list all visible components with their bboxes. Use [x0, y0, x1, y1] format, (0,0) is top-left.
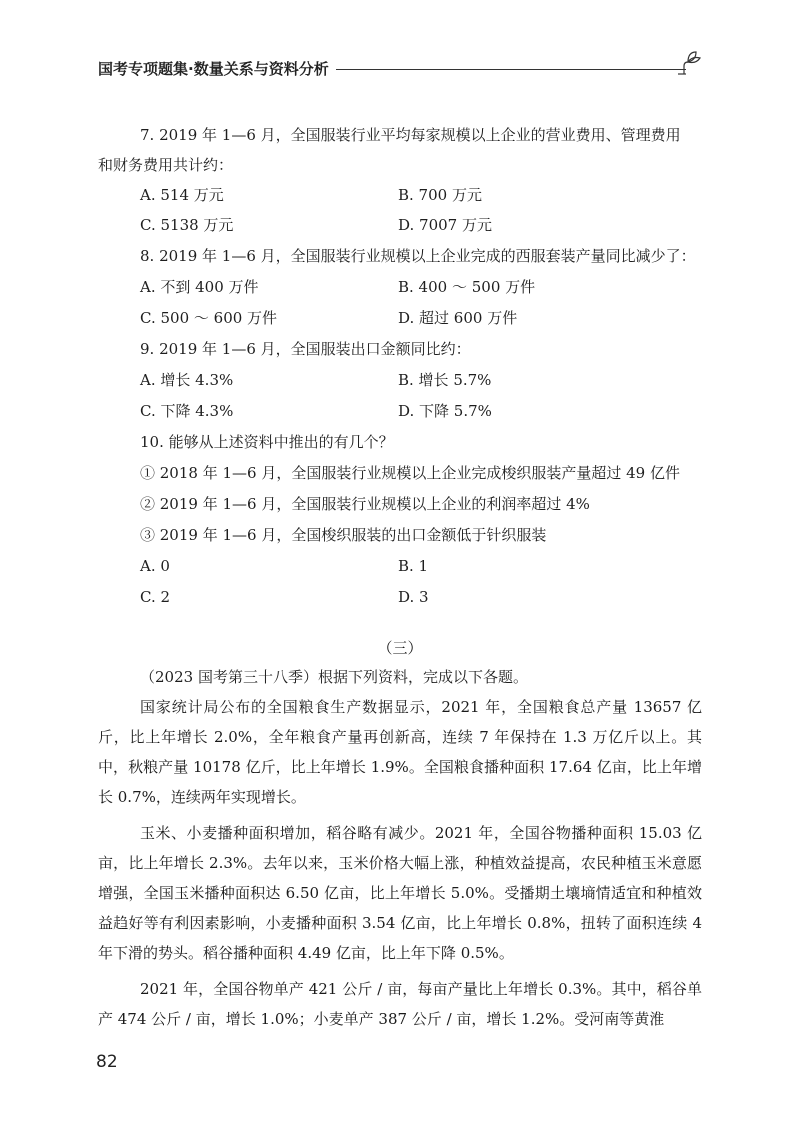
q10-statement: ③ 2019 年 1—6 月，全国梭织服装的出口金额低于针织服装 — [140, 526, 547, 544]
page-number: 82 — [96, 1052, 118, 1072]
q8-option-b: B. 400 ～ 500 万件 — [398, 278, 536, 296]
q7-stem: 7. 2019 年 1—6 月，全国服装行业平均每家规模以上企业的营业费用、管理费用 — [140, 126, 681, 144]
q7-option-a: A. 514 万元 — [140, 186, 224, 204]
sprout-icon — [678, 46, 718, 80]
q9-option-c: C. 下降 4.3% — [140, 402, 234, 420]
q10-statement: ① 2018 年 1—6 月，全国服装行业规模以上企业完成梭织服装产量超过 49 亿件 — [140, 464, 680, 482]
q9-option-d: D. 下降 5.7% — [398, 402, 492, 420]
material-paragraph: 玉米、小麦播种面积增加，稻谷略有减少。2021 年，全国谷物播种面积 15.03 亿亩，比上年增长 2.3%。去年以来，玉米价格大幅上涨，种植效益提高，农民种植玉米意愿增强，全国玉米播种面积达 6.50 亿亩，比上年增长 5.0%。受播期土壤墒情适宜和种植效益趋好等有利因素影响，小麦播种面积 3.54 亿亩，比上年增长 0.8%，扭转了面积连续 4 年下滑的势头。稻谷播种面积 4.49 亿亩，比上年下降 0.5%。 — [98, 824, 702, 962]
q10-option-a: A. 0 — [140, 557, 170, 575]
q10-statement: ② 2019 年 1—6 月，全国服装行业规模以上企业的利润率超过 4% — [140, 495, 590, 513]
section-title: （三） — [377, 639, 423, 657]
section-intro: （2023 国考第三十八季）根据下列资料，完成以下各题。 — [140, 668, 528, 686]
material-paragraph: 2021 年，全国谷物单产 421 公斤 / 亩，每亩产量比上年增长 0.3%。其中，稻谷单产 474 公斤 / 亩，增长 1.0%；小麦单产 387 公斤 / 亩，增长 1.2%。受河南等黄淮 — [98, 980, 702, 1028]
q8-option-c: C. 500 ～ 600 万件 — [140, 309, 278, 327]
q10-option-d: D. 3 — [398, 588, 429, 606]
q10-option-b: B. 1 — [398, 557, 429, 575]
q9-option-a: A. 增长 4.3% — [140, 371, 234, 389]
q8-stem: 8. 2019 年 1—6 月，全国服装行业规模以上企业完成的西服套装产量同比减少了： — [140, 247, 696, 265]
q7-option-b: B. 700 万元 — [398, 186, 482, 204]
q10-stem: 10. 能够从上述资料中推出的有几个？ — [140, 433, 394, 451]
q7-stem-cont: 和财务费用共计约： — [98, 156, 234, 174]
material-paragraph: 国家统计局公布的全国粮食生产数据显示，2021 年，全国粮食总产量 13657 亿斤，比上年增长 2.0%，全年粮食产量再创新高，连续 7 年保持在 1.3 万亿斤以上。其中，秋粮产量 10178 亿斤，比上年增长 1.9%。全国粮食播种面积 17.64 亿亩，比上年增长 0.7%，连续两年实现增长。 — [98, 698, 702, 806]
running-header — [98, 52, 718, 86]
header-rule — [336, 69, 686, 70]
q9-option-b: B. 增长 5.7% — [398, 371, 492, 389]
book-title: 国考专项题集·数量关系与资料分析 — [98, 60, 329, 78]
q8-option-a: A. 不到 400 万件 — [140, 278, 259, 296]
q7-option-d: D. 7007 万元 — [398, 216, 492, 234]
q8-option-d: D. 超过 600 万件 — [398, 309, 518, 327]
q10-option-c: C. 2 — [140, 588, 171, 606]
q9-stem: 9. 2019 年 1—6 月，全国服装出口金额同比约： — [140, 340, 471, 358]
q7-option-c: C. 5138 万元 — [140, 216, 234, 234]
